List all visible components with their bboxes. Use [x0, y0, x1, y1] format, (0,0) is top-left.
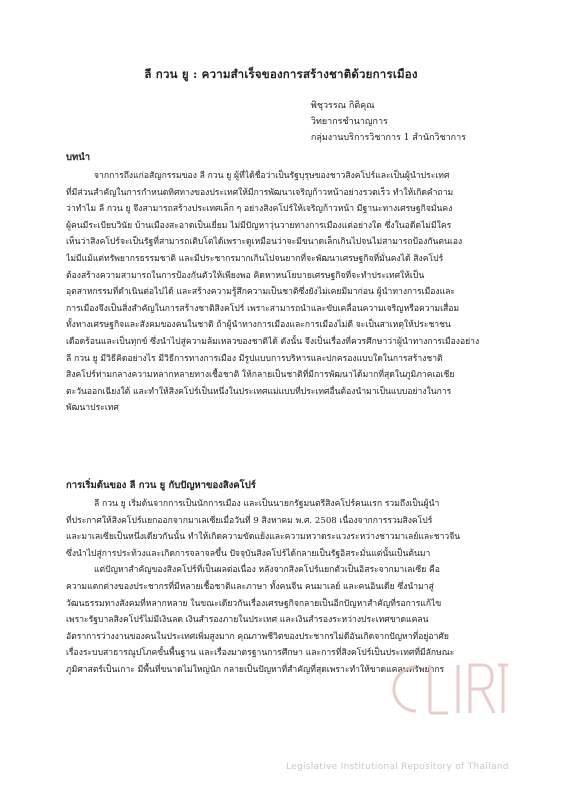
- paragraph-line: อัตราการว่างงานของคนในประเทศเพิ่มสูงมาก คุณภาพชีวิตของประชากรไม่ดีอันเกิดจากปัญหาที่อยู่อาศัย: [66, 631, 449, 642]
- paragraph-line: วัฒนธรรมทางสังคมที่หลากหลาย ในขณะเดียวกันเรื่องเศรษฐกิจกลายเป็นอีกปัญหาสำคัญที่รอการแก้ไข: [66, 598, 442, 609]
- section-body-beginning: [66, 496, 498, 679]
- paragraph-line: ซึ่งนำไปสู่การประท้วงและเกิดการจลาจลขึ้น ปัจจุบันสิงคโปร์ได้กลายเป็นรัฐอิสระมั่นแต่นั้นเป็นต้นมา: [66, 548, 431, 559]
- paragraph-line: การเมืองจึงเป็นสิ่งสำคัญในการสร้างชาติสิงคโปร์ เพราะสามารถนำและขับเคลื่อนความเจริญหรือความเสื่อม: [66, 303, 460, 314]
- paragraph-line: ความแตกต่างของประชากรที่มีหลายเชื้อชาติและภาษา ทั้งคนจีน คนมาเลย์ และคนอินเดีย ซึ่งนำมาสู่: [66, 581, 434, 592]
- paragraph-line: ลี กวน ยู เริ่มต้นจากการเป็นนักการเมือง และเป็นนายกรัฐมนตรีสิงคโปร์คนแรก รวมถึงเป็นผู้นำ: [94, 499, 440, 509]
- paragraph-line: ไม่มีแม้แต่ทรัพยากรธรรมชาติ และมีประชากรมากเกินไปจนยากที่จะพัฒนาเศรษฐกิจที่มั่นคงได้ สิงคโปร์: [66, 253, 444, 264]
- paragraph-line: เพราะรัฐบาลสิงคโปร์ไม่มีเงินลด เงินสำรองภายในประเทศ และเงินสำรองระหว่างประเทศขาดแคลน: [66, 615, 429, 626]
- section-heading-beginning: การเริ่มต้นของ ลี กวน ยู กับปัญหาของสิงคโปร์: [66, 480, 256, 491]
- author-block: [311, 98, 466, 146]
- document-title: ลี กวน ยู : ความสำเร็จของการสร้างชาติด้วยการเมือง: [144, 67, 418, 81]
- paragraph-line: เดือดร้อนและเป็นทุกข์ ซึ่งนำไปสู่ความล้มเหลวของชาติได้ ดังนั้น จึงเป็นเรื่องที่ควรศึกษาว่าผู้นำทางการเมืองอย่าง: [66, 336, 480, 347]
- paragraph-line: อุตสาหกรรมที่ดำเนินต่อไปได้ และสร้างความรู้สึกความเป็นชาติซึ่งยังไม่เคยมีมาก่อน ผู้นำทางการเมืองและ: [66, 287, 456, 298]
- section-body-introduction: [66, 168, 498, 417]
- paragraph-line: ทั้งทางเศรษฐกิจและสังคมของคนในชาติ ถ้าผู้นำทางการเมืองและการเมืองไม่ดี จะเป็นสาเหตุให้ประชาชน: [66, 320, 451, 331]
- paragraph-line: ภูมิศาสตร์เป็นเกาะ มีพื้นที่ขนาดไม่ใหญ่นัก กลายเป็นปัญหาที่สำคัญที่สุดเพราะทำให้ขาดแคลนทรัพยากร: [66, 664, 445, 675]
- author-name: พิชุวรรณ กิติคุณ: [310, 101, 375, 111]
- paragraph-line: ว่าทำไม ลี กวน ยู จึงสามารถสร้างประเทศเล็ก ๆ อย่างสิงคโปร์ให้เจริญก้าวหน้า มีฐานะทางเศรษฐกิจมั่นคง: [66, 204, 453, 215]
- paragraph-line: และมาเลเซียเป็นหนึ่งเดียวกันนั้น ทำให้เกิดความขัดแย้งและความหวาดระแวงระหว่างชาวมาเลย์และชาวจีน: [66, 532, 461, 543]
- author-department: กลุ่มงานบริการวิชาการ 1 สำนักวิชาการ: [310, 133, 466, 143]
- repository-logo-watermark: [378, 655, 508, 725]
- paragraph-line: ลี กวน ยู มีวิธีคิดอย่างไร มีวิธีการทางการเมือง มีรูปแบบการบริหารและปกครองแบบใดในการสร้างชาติ: [66, 353, 443, 364]
- paragraph-line: พัฒนาประเทศ: [66, 403, 119, 414]
- paragraph-line: แต่ปัญหาสำคัญของสิงคโปร์ที่เป็นผลต่อเนื่อง หลังจากสิงคโปร์แยกตัวเป็นอิสระจากมาเลเซีย คือ: [94, 565, 440, 576]
- paragraph-line: ที่ประกาศให้สิงคโปร์แยกออกจากมาเลเซียเมื่อวันที่ 9 สิงหาคม พ.ศ. 2508 เนื่องจากการรวมสิงคโปร์: [66, 515, 433, 526]
- paragraph-line: ที่มีส่วนสำคัญในการกำหนดทิศทางของประเทศให้มีการพัฒนาเจริญก้าวหน้าอย่างรวดเร็ว ทำให้เกิดคำถาม: [66, 187, 454, 198]
- paragraph-line: จากการถึงแก่อสัญกรรมของ ลี กวน ยู ผู้ที่ได้ชื่อว่าเป็นรัฐบุรุษของชาวสิงคโปร์และเป็นผู้นำประเทศ: [94, 171, 450, 181]
- paragraph-line: ต้องสร้างความสามารถในการป้องกันตัวให้เพียงพอ คิดหาหนโยบายเศรษฐกิจที่จะทำประเทศให้เป็น: [66, 270, 425, 281]
- paragraph-line: เรื่องระบบสาธารณูปโภคขั้นพื้นฐาน และเรื่องมาตรฐานการศึกษา และการที่สิงคโปร์เป็นประเทศที่มีลักษณะ: [66, 648, 455, 659]
- paragraph-line: ผู้คนมีระเบียบวินัย บ้านเมืองสะอาดเป็นเยี่ยม ไม่มีปัญหาวุ่นวายทางการเมืองแต่อย่างใด ซึ่งในอดีตไม่มีใคร: [66, 220, 452, 231]
- repository-caption: Legislative Institutional Repository of Thailand: [286, 762, 509, 772]
- paragraph-line: สิงคโปร์ท่ามกลางความหลากหลายทางเชื้อชาติ ให้กลายเป็นชาติที่มีการพัฒนาได้มากที่สุดในภูมิภาคเอเชีย: [66, 370, 455, 381]
- paragraph-line: ตะวันออกเฉียงใต้ และทำให้สิงคโปร์เป็นหนึ่งในประเทศแม่แบบที่ประเทศอื่นต้องนำมาเป็นแบบอย่างในการ: [66, 386, 452, 397]
- author-position: วิทยากรชำนาญการ: [310, 117, 388, 127]
- paragraph-line: เห็นว่าสิงคโปร์จะเป็นรัฐที่สามารถเติบโตได้เพราะดูเหมือนว่าจะมีขนาดเล็กเกินไปจนไม่สามารถป้องกันตนเอง: [66, 237, 463, 248]
- section-heading-introduction: บทนำ: [66, 152, 91, 163]
